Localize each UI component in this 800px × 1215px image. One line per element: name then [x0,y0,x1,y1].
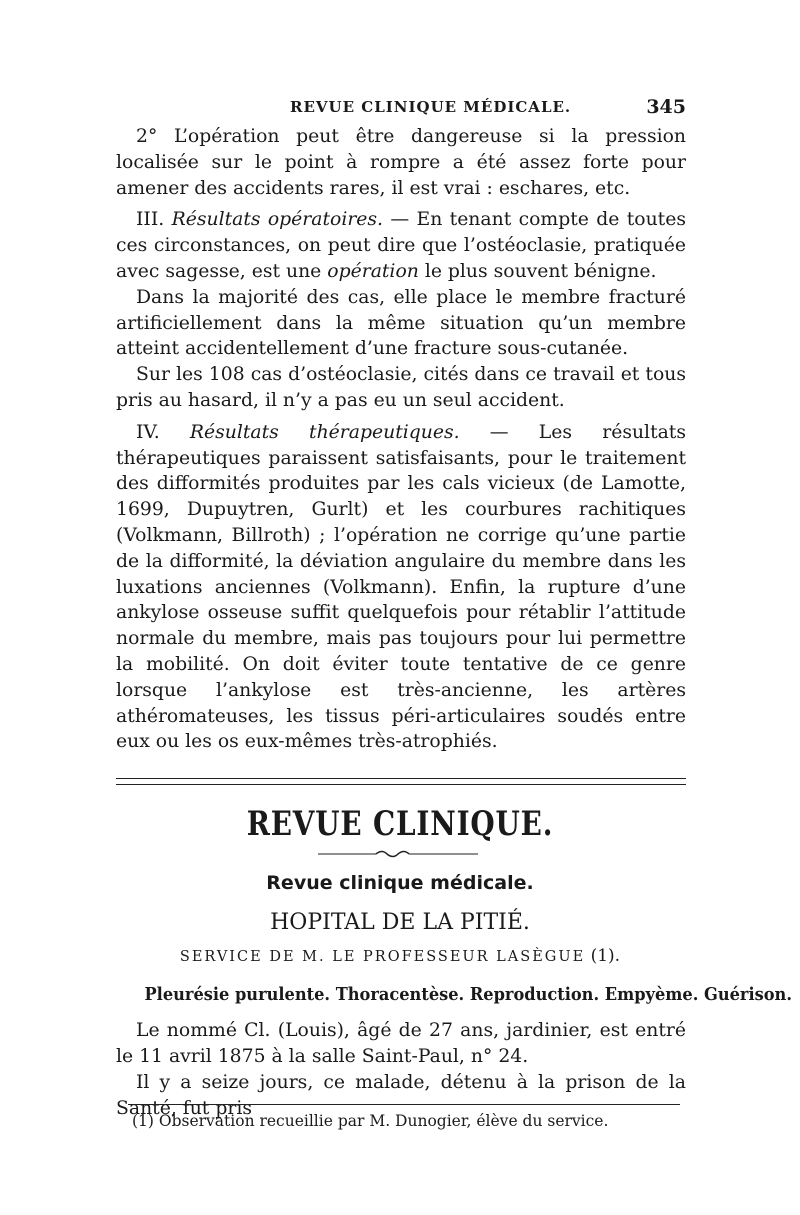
paragraph-heading: Résultats thérapeutiques. [189,421,460,443]
section-subtitle: Revue clinique médicale. [266,872,534,894]
paragraph-text: — En tenant compte de toutes ces circonstances, on peut dire que l’ostéoclasie, pratiquée avec sagesse, est une [116,209,686,282]
hospital-name: HOPITAL DE LA PITIÉ. [270,910,530,935]
footnote: (1) Observation recueillie par M. Dunogier, élève du service. [132,1112,609,1130]
emphasis: opération [327,260,419,282]
section-divider [116,778,686,785]
case-text [116,1018,686,1122]
ornament-divider [318,848,478,860]
paragraph-text: — Les résultats thérapeutiques paraissent satisfaisants, pour le traitement des difformités produites par les cals vicieux (de Lamotte, 1699, Dupuytren, Gurlt) et les courbures rachitiques (Volkmann, Billroth) ; l’opération ne corrige qu’une partie de la difformité, la déviation angulaire du membre dans les luxations anciennes (Volkmann). Enfin, la rupture d’une ankylose osseuse suffit quelquefois pour rétablir l’attitude normale du membre, mais pas toujours pour lui permettre la mobilité. On doit éviter toute tentative de ce genre lorsque l’ankylose est très-ancienne, les artères athéromateuses, les tissus péri-articulaires soudés entre eux ou les os eux-mêmes très-atrophiés. [116,421,686,753]
paragraph-2 [116,207,686,284]
case-paragraph-2: Il y a seize jours, ce malade, détenu à la prison de la Santé, fut pris [116,1072,686,1119]
paragraph-5 [116,420,686,755]
paragraph-1: 2° L’opération peut être dangereuse si la pression localisée sur le point à rompre a été assez forte pour amener des accidents rares, il est vrai : eschares, etc. [116,126,686,199]
case-title: Pleurésie purulente. Thoracentèse. Reproduction. Empyème. Guérison. [144,984,792,1005]
service-line [0,946,800,966]
main-text [116,124,686,755]
footnote-ref: (1). [585,946,621,966]
service-name: SERVICE DE M. LE PROFESSEUR LASÈGUE [179,949,586,965]
case-paragraph-1: Le nommé Cl. (Louis), âgé de 27 ans, jardinier, est entré le 11 avril 1875 à la salle Saint-Paul, n° 24. [116,1020,686,1067]
running-title: REVUE CLINIQUE MÉDICALE. [290,98,572,116]
section-title: REVUE CLINIQUE. [246,804,554,844]
section-number: III. [136,209,172,231]
page-number: 345 [646,96,686,118]
paragraph-3: Dans la majorité des cas, elle place le membre fracturé artificiellement dans la même situation qu’un membre atteint accidentellement d’une fracture sous-cutanée. [116,286,686,360]
running-header [118,96,686,122]
footnote-rule [128,1104,680,1105]
section-number: IV. [136,421,190,443]
paragraph-text: le plus souvent bénigne. [418,260,657,282]
paragraph-heading: Résultats opératoires. [171,209,384,231]
paragraph-4: Sur les 108 cas d’ostéoclasie, cités dans ce travail et tous pris au hasard, il n’y a pas eu un seul accident. [116,364,686,411]
